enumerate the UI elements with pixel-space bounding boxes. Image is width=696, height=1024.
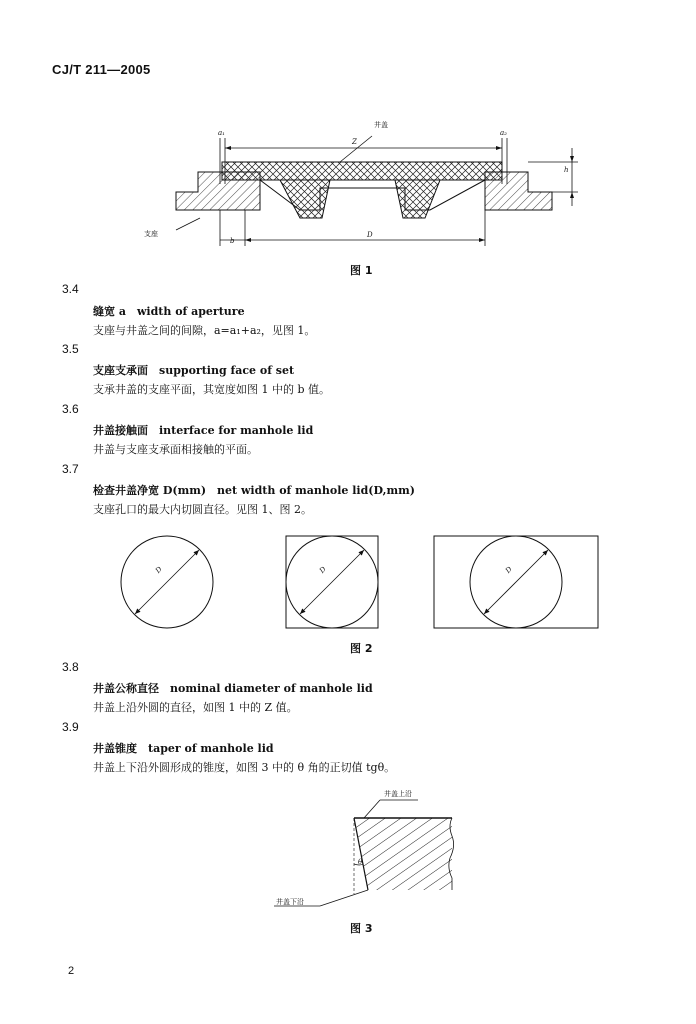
fig2-label-d: D bbox=[503, 565, 514, 575]
section-definition: 井盖上下沿外圆形成的锥度，如图 3 中的 θ 角的正切值 tgθ。 bbox=[93, 761, 396, 774]
fig1-label-a2: a₂ bbox=[500, 129, 507, 137]
section-number: 3.8 bbox=[62, 660, 79, 674]
section-term: 井盖锥度 taper of manhole lid bbox=[93, 742, 274, 755]
section-definition: 支承井盖的支座平面，其宽度如图 1 中的 b 值。 bbox=[93, 383, 331, 396]
section-term: 支座支承面 supporting face of set bbox=[93, 364, 295, 377]
section-term: 检查井盖净宽 D(mm) net width of manhole lid(D,mm) bbox=[93, 484, 415, 497]
fig3-label-theta: θ bbox=[358, 858, 363, 866]
section-number: 3.4 bbox=[62, 282, 79, 296]
fig1-label-seat: 支座 bbox=[144, 230, 158, 238]
standard-number: CJ/T 211—2005 bbox=[52, 62, 151, 77]
fig1-label-lid: 井盖 bbox=[374, 121, 388, 129]
section-definition: 支座与井盖之间的间隙，a=a₁+a₂，见图 1。 bbox=[93, 324, 316, 337]
page-number: 2 bbox=[68, 965, 75, 977]
section-number: 3.7 bbox=[62, 462, 79, 476]
fig1-label-z: Z bbox=[352, 138, 357, 146]
section-definition: 井盖上沿外圆的直径，如图 1 中的 Z 值。 bbox=[93, 701, 298, 714]
section-number: 3.5 bbox=[62, 342, 79, 356]
figure-3-diagram bbox=[268, 790, 468, 910]
figure-2-caption: 图 2 bbox=[350, 642, 373, 655]
fig1-label-h: h bbox=[564, 166, 569, 174]
section-number: 3.9 bbox=[62, 720, 79, 734]
fig3-label-lower-edge: 井盖下沿 bbox=[276, 898, 304, 906]
fig2-label-d: D bbox=[317, 565, 328, 575]
fig1-label-a1: a₁ bbox=[218, 129, 225, 137]
figure-2-diagram bbox=[118, 530, 608, 634]
figure-3-caption: 图 3 bbox=[350, 922, 373, 935]
fig3-label-upper-edge: 井盖上沿 bbox=[384, 790, 412, 798]
section-definition: 井盖与支座支承面相接触的平面。 bbox=[93, 443, 258, 456]
fig2-label-d: D bbox=[153, 565, 164, 575]
section-term: 井盖公称直径 nominal diameter of manhole lid bbox=[93, 682, 373, 695]
fig1-label-d: D bbox=[367, 231, 373, 239]
fig1-label-b: b bbox=[230, 237, 235, 245]
section-term: 井盖接触面 interface for manhole lid bbox=[93, 424, 314, 437]
figure-1-caption: 图 1 bbox=[350, 264, 373, 277]
section-number: 3.6 bbox=[62, 402, 79, 416]
section-term: 缝宽 a width of aperture bbox=[93, 305, 245, 318]
section-definition: 支座孔口的最大内切圆直径。见图 1、图 2。 bbox=[93, 503, 312, 516]
